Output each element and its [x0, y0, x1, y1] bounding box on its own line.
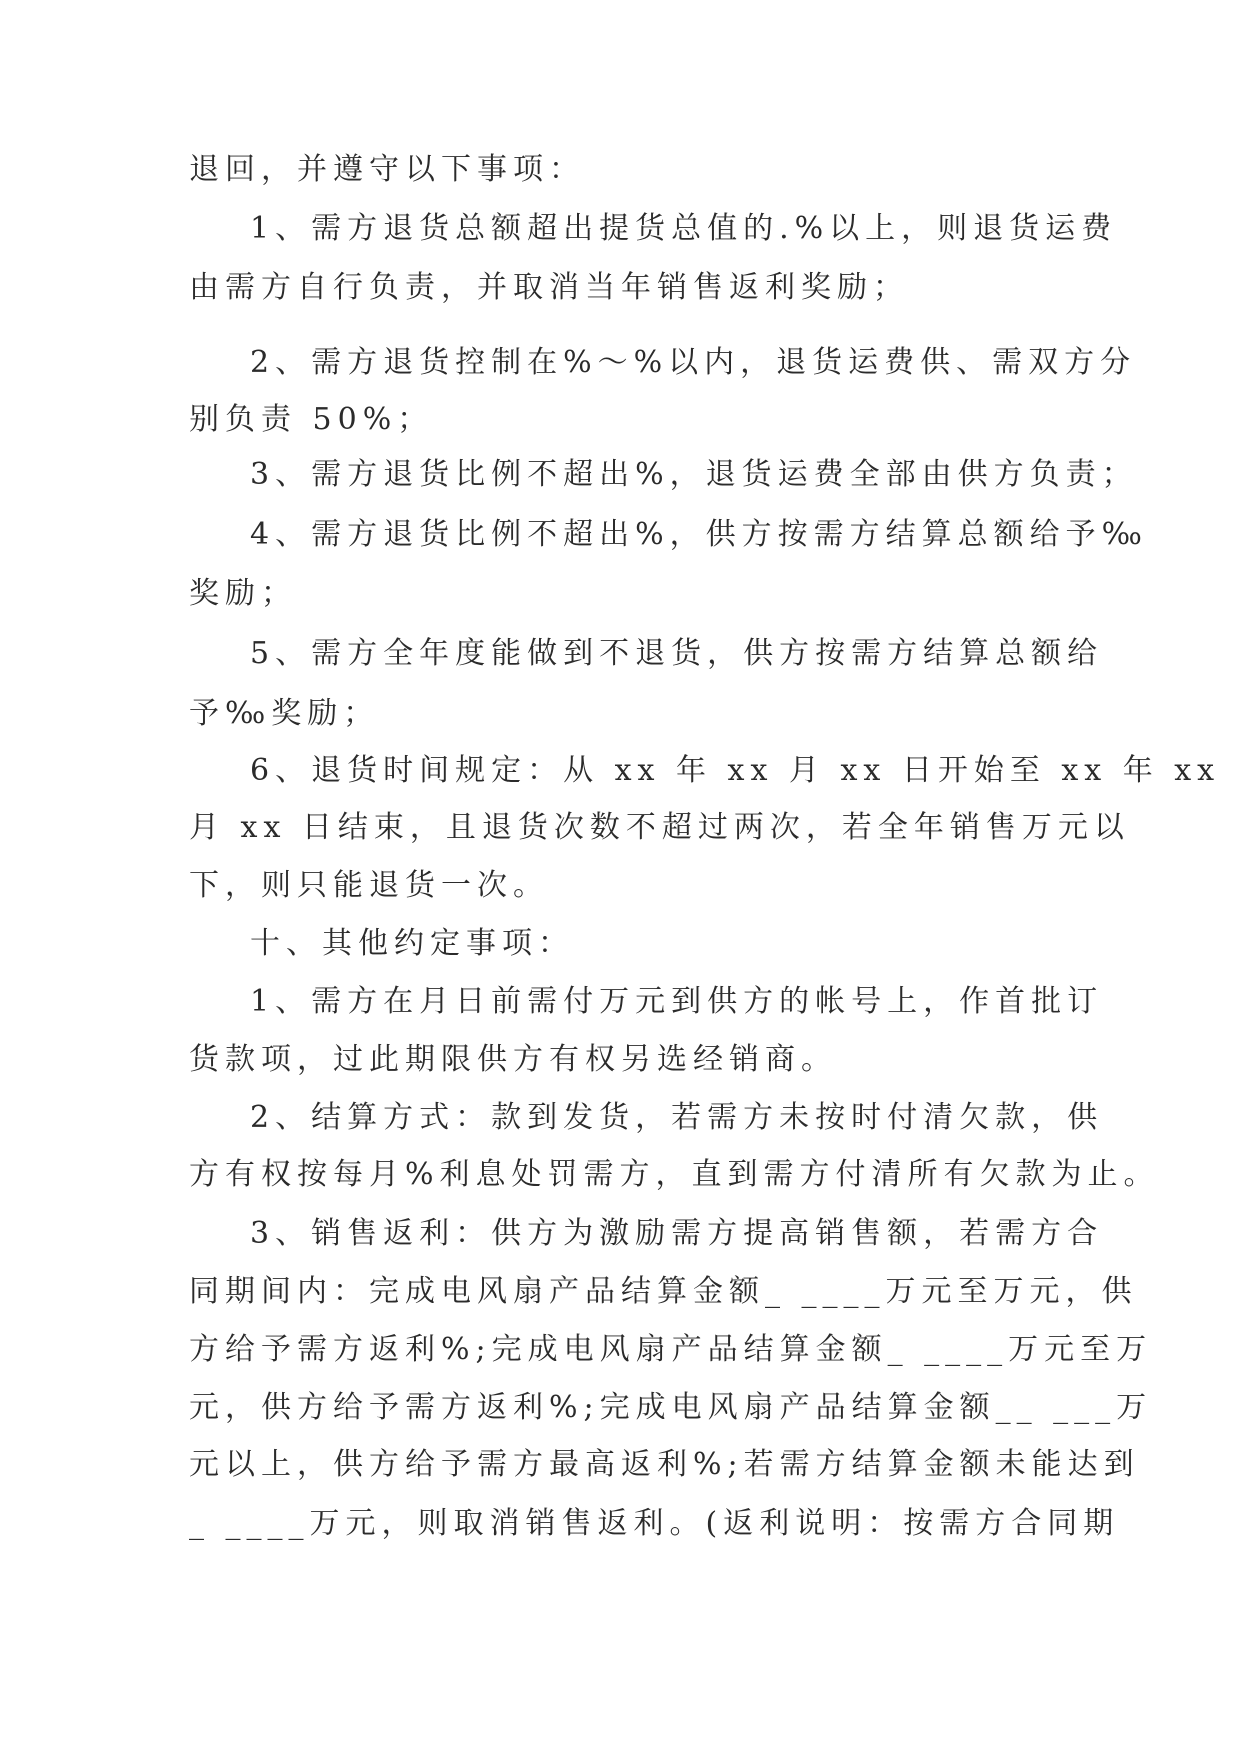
- text-line-3: 由需方自行负责，并取消当年销售返利奖励；: [189, 270, 909, 305]
- text-line-9: 5、需方全年度能做到不退货，供方按需方结算总额给: [250, 636, 1104, 671]
- section-heading-ten: 十、其他约定事项：: [250, 926, 574, 961]
- text-line-15: 1、需方在月日前需付万元到供方的帐号上，作首批订: [250, 984, 1104, 1019]
- text-line-11: 6、退货时间规定：从 xx 年 xx 月 xx 日开始至 xx 年 xx: [250, 753, 1221, 788]
- text-line-6: 3、需方退货比例不超出%，退货运费全部由供方负责；: [250, 457, 1138, 492]
- text-line-19: 3、销售返利：供方为激励需方提高销售额，若需方合: [250, 1216, 1104, 1251]
- text-line-20: 同期间内：完成电风扇产品结算金额_ ____万元至万元，供: [189, 1274, 1138, 1309]
- text-line-7: 4、需方退货比例不超出%，供方按需方结算总额给予‰: [250, 517, 1148, 552]
- text-line-5: 别负责 50%；: [189, 402, 434, 437]
- text-line-24: _ ____万元，则取消销售返利。(返利说明：按需方合同期: [189, 1506, 1120, 1541]
- text-line-17: 2、结算方式：款到发货，若需方未按时付清欠款，供: [250, 1100, 1104, 1135]
- text-line-1: 退回，并遵守以下事项：: [189, 152, 585, 187]
- text-line-22: 元，供方给予需方返利%;完成电风扇产品结算金额__ ___万: [189, 1390, 1153, 1425]
- text-line-16: 货款项，过此期限供方有权另选经销商。: [189, 1042, 837, 1077]
- text-line-23: 元以上，供方给予需方最高返利%;若需方结算金额未能达到: [189, 1447, 1140, 1482]
- text-line-10: 予‰奖励；: [189, 696, 380, 731]
- text-line-8: 奖励；: [189, 576, 297, 611]
- text-line-4: 2、需方退货控制在%～%以内，退货运费供、需双方分: [250, 345, 1137, 380]
- text-line-12: 月 xx 日结束，且退货次数不超过两次，若全年销售万元以: [189, 810, 1130, 845]
- text-line-13: 下，则只能退货一次。: [189, 868, 549, 903]
- text-line-21: 方给予需方返利%;完成电风扇产品结算金额_ ____万元至万: [189, 1332, 1153, 1367]
- text-line-2: 1、需方退货总额超出提货总值的.%以上，则退货运费: [250, 211, 1118, 246]
- text-line-18: 方有权按每月%利息处罚需方，直到需方付清所有欠款为止。: [189, 1157, 1160, 1192]
